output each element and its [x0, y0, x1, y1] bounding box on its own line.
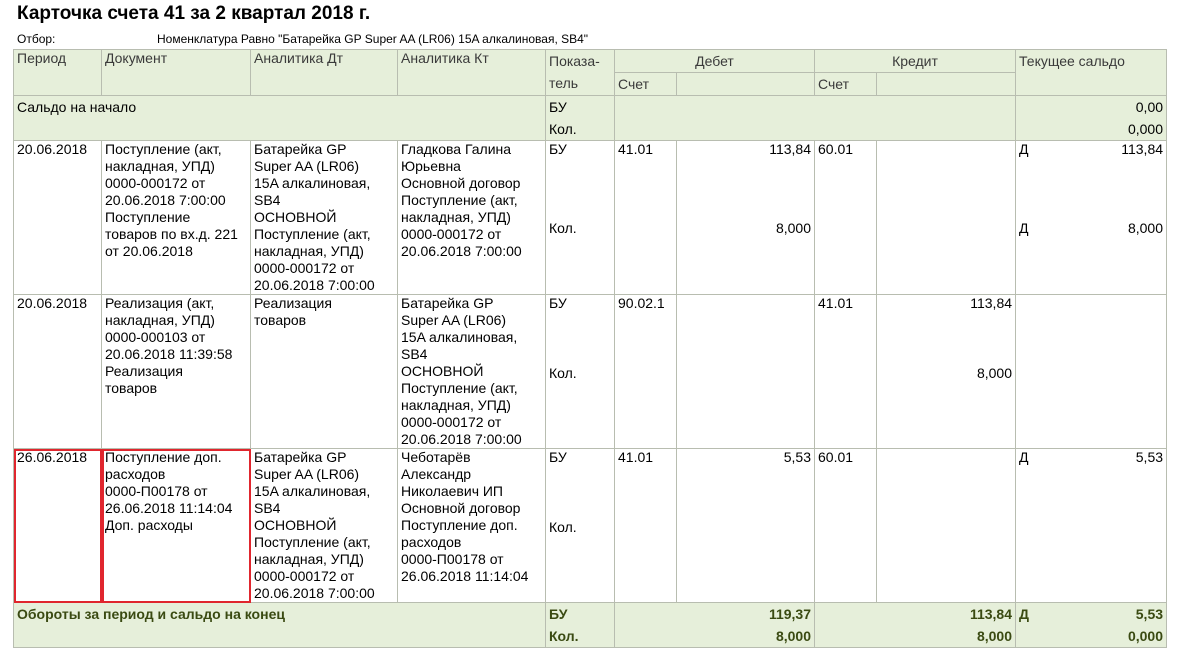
- row-debit-account: 41.01: [615, 449, 677, 603]
- row-credit-account: 60.01: [815, 449, 877, 603]
- header-credit-account[interactable]: Счет: [815, 73, 877, 96]
- row-debit-bu: 5,53: [783, 449, 811, 465]
- row-period: 26.06.2018: [14, 449, 102, 603]
- header-row: [14, 50, 1167, 73]
- row-debit-account: 90.02.1: [615, 295, 677, 449]
- row-analytics-kt: Чеботарёв Александр Николаевич ИП Основной договор Поступление доп. расходов 0000-П00178 от 26.06.2018 11:14:04: [398, 449, 546, 603]
- opening-balance: [1016, 96, 1167, 141]
- totals-balance-qty: 0,000: [1127, 628, 1164, 644]
- row-credit-amount: [877, 295, 1016, 449]
- filter-value: Номенклатура Равно "Батарейка GP Super AA (LR06) 15A алкалиновая, SB4": [157, 32, 589, 46]
- row-debit-bu: 113,84: [769, 141, 811, 157]
- totals-credit: [815, 603, 1016, 648]
- opening-indicator: [546, 96, 615, 141]
- row-balance: [1016, 449, 1167, 603]
- row-credit-amount: [877, 141, 1016, 295]
- totals-indicator-qty: Кол.: [549, 628, 579, 644]
- row-analytics-kt: Батарейка GP Super AA (LR06) 15A алкалиновая, SB4 ОСНОВНОЙ Поступление (акт, накладная, УПД) 0000-000172 от 20.06.2018 7:00:00: [398, 295, 546, 449]
- row-credit-qty: 8,000: [976, 365, 1013, 381]
- row-credit-account: 60.01: [815, 141, 877, 295]
- opening-balance-bu: 0,00: [1135, 99, 1164, 115]
- totals-debit-bu: 119,37: [768, 606, 811, 622]
- header-balance[interactable]: Текущее сальдо: [1016, 50, 1167, 96]
- header-document[interactable]: Документ: [102, 50, 251, 96]
- totals-credit-bu: 113,84: [969, 606, 1013, 622]
- row-indicator-qty: Кол.: [549, 220, 577, 236]
- opening-balance-row: [14, 96, 1167, 141]
- row-document[interactable]: Поступление доп. расходов 0000-П00178 от 26.06.2018 11:14:04 Доп. расходы: [102, 449, 251, 603]
- row-debit-amount: [677, 295, 815, 449]
- row-document[interactable]: Реализация (акт, накладная, УПД) 0000-000103 от 20.06.2018 11:39:58 Реализация товаров: [102, 295, 251, 449]
- header-indicator-line1: Показа-: [549, 53, 600, 69]
- row-balance-qty: 8,000: [1127, 220, 1164, 236]
- row-credit-account: 41.01: [815, 295, 877, 449]
- opening-indicator-bu: БУ: [549, 99, 567, 115]
- report-title: Карточка счета 41 за 2 квартал 2018 г.: [17, 3, 371, 24]
- row-period: 20.06.2018: [14, 295, 102, 449]
- row-analytics-dt: Батарейка GP Super AA (LR06) 15A алкалиновая, SB4 ОСНОВНОЙ Поступление (акт, накладная, УПД) 0000-000172 от 20.06.2018 7:00:00: [251, 449, 398, 603]
- row-indicator-bu: БУ: [549, 295, 567, 311]
- totals-balance-side: Д: [1019, 606, 1029, 622]
- row-indicator: [546, 295, 615, 449]
- opening-empty: [615, 96, 1016, 141]
- row-indicator-bu: БУ: [549, 449, 567, 465]
- row-debit-amount: [677, 449, 815, 603]
- header-debit-amount: [677, 73, 815, 96]
- header-period[interactable]: Период: [14, 50, 102, 96]
- row-period: 20.06.2018: [14, 141, 102, 295]
- totals-label: Обороты за период и сальдо на конец: [14, 603, 546, 648]
- header-credit-amount: [877, 73, 1016, 96]
- row-debit-qty: 8,000: [775, 220, 811, 236]
- row-balance-side: Д: [1019, 141, 1029, 157]
- row-analytics-dt: Реализация товаров: [251, 295, 398, 449]
- opening-balance-qty: 0,000: [1127, 121, 1164, 137]
- header-indicator-line2: тель: [549, 75, 579, 91]
- row-document[interactable]: Поступление (акт, накладная, УПД) 0000-000172 от 20.06.2018 7:00:00 Поступление товаров по вх.д. 221 от 20.06.2018: [102, 141, 251, 295]
- row-balance-bu: 5,53: [1135, 449, 1164, 465]
- header-debit-account[interactable]: Счет: [615, 73, 677, 96]
- totals-indicator: [546, 603, 615, 648]
- header-indicator[interactable]: [546, 50, 615, 96]
- header-credit[interactable]: Кредит: [815, 50, 1016, 73]
- totals-debit: [615, 603, 815, 648]
- row-indicator: [546, 449, 615, 603]
- table-row[interactable]: [14, 295, 1167, 449]
- totals-row: [14, 603, 1167, 648]
- row-credit-amount: [877, 449, 1016, 603]
- row-indicator-qty: Кол.: [549, 519, 577, 535]
- header-debit[interactable]: Дебет: [615, 50, 815, 73]
- row-balance: [1016, 295, 1167, 449]
- row-indicator: [546, 141, 615, 295]
- totals-credit-qty: 8,000: [976, 628, 1013, 644]
- opening-indicator-qty: Кол.: [549, 121, 577, 137]
- header-analytics-kt[interactable]: Аналитика Кт: [398, 50, 546, 96]
- row-credit-bu: 113,84: [970, 295, 1013, 311]
- totals-debit-qty: 8,000: [775, 628, 811, 644]
- account-card-table: [13, 49, 1167, 648]
- table-row[interactable]: [14, 141, 1167, 295]
- totals-balance-bu: 5,53: [1135, 606, 1164, 622]
- row-indicator-bu: БУ: [549, 141, 567, 157]
- row-indicator-qty: Кол.: [549, 365, 577, 381]
- row-balance-side: Д: [1019, 449, 1029, 465]
- opening-label: Сальдо на начало: [14, 96, 546, 141]
- header-analytics-dt[interactable]: Аналитика Дт: [251, 50, 398, 96]
- totals-balance: [1016, 603, 1167, 648]
- row-analytics-kt: Гладкова Галина Юрьевна Основной договор Поступление (акт, накладная, УПД) 0000-000172 от 20.06.2018 7:00:00: [398, 141, 546, 295]
- row-debit-account: 41.01: [615, 141, 677, 295]
- row-balance-bu: 113,84: [1121, 141, 1164, 157]
- row-analytics-dt: Батарейка GP Super AA (LR06) 15A алкалиновая, SB4 ОСНОВНОЙ Поступление (акт, накладная, УПД) 0000-000172 от 20.06.2018 7:00:00: [251, 141, 398, 295]
- row-balance-side-qty: Д: [1019, 220, 1029, 236]
- filter-label: Отбор:: [17, 32, 56, 46]
- table-row[interactable]: [14, 449, 1167, 603]
- row-debit-amount: [677, 141, 815, 295]
- totals-indicator-bu: БУ: [549, 606, 568, 622]
- row-balance: [1016, 141, 1167, 295]
